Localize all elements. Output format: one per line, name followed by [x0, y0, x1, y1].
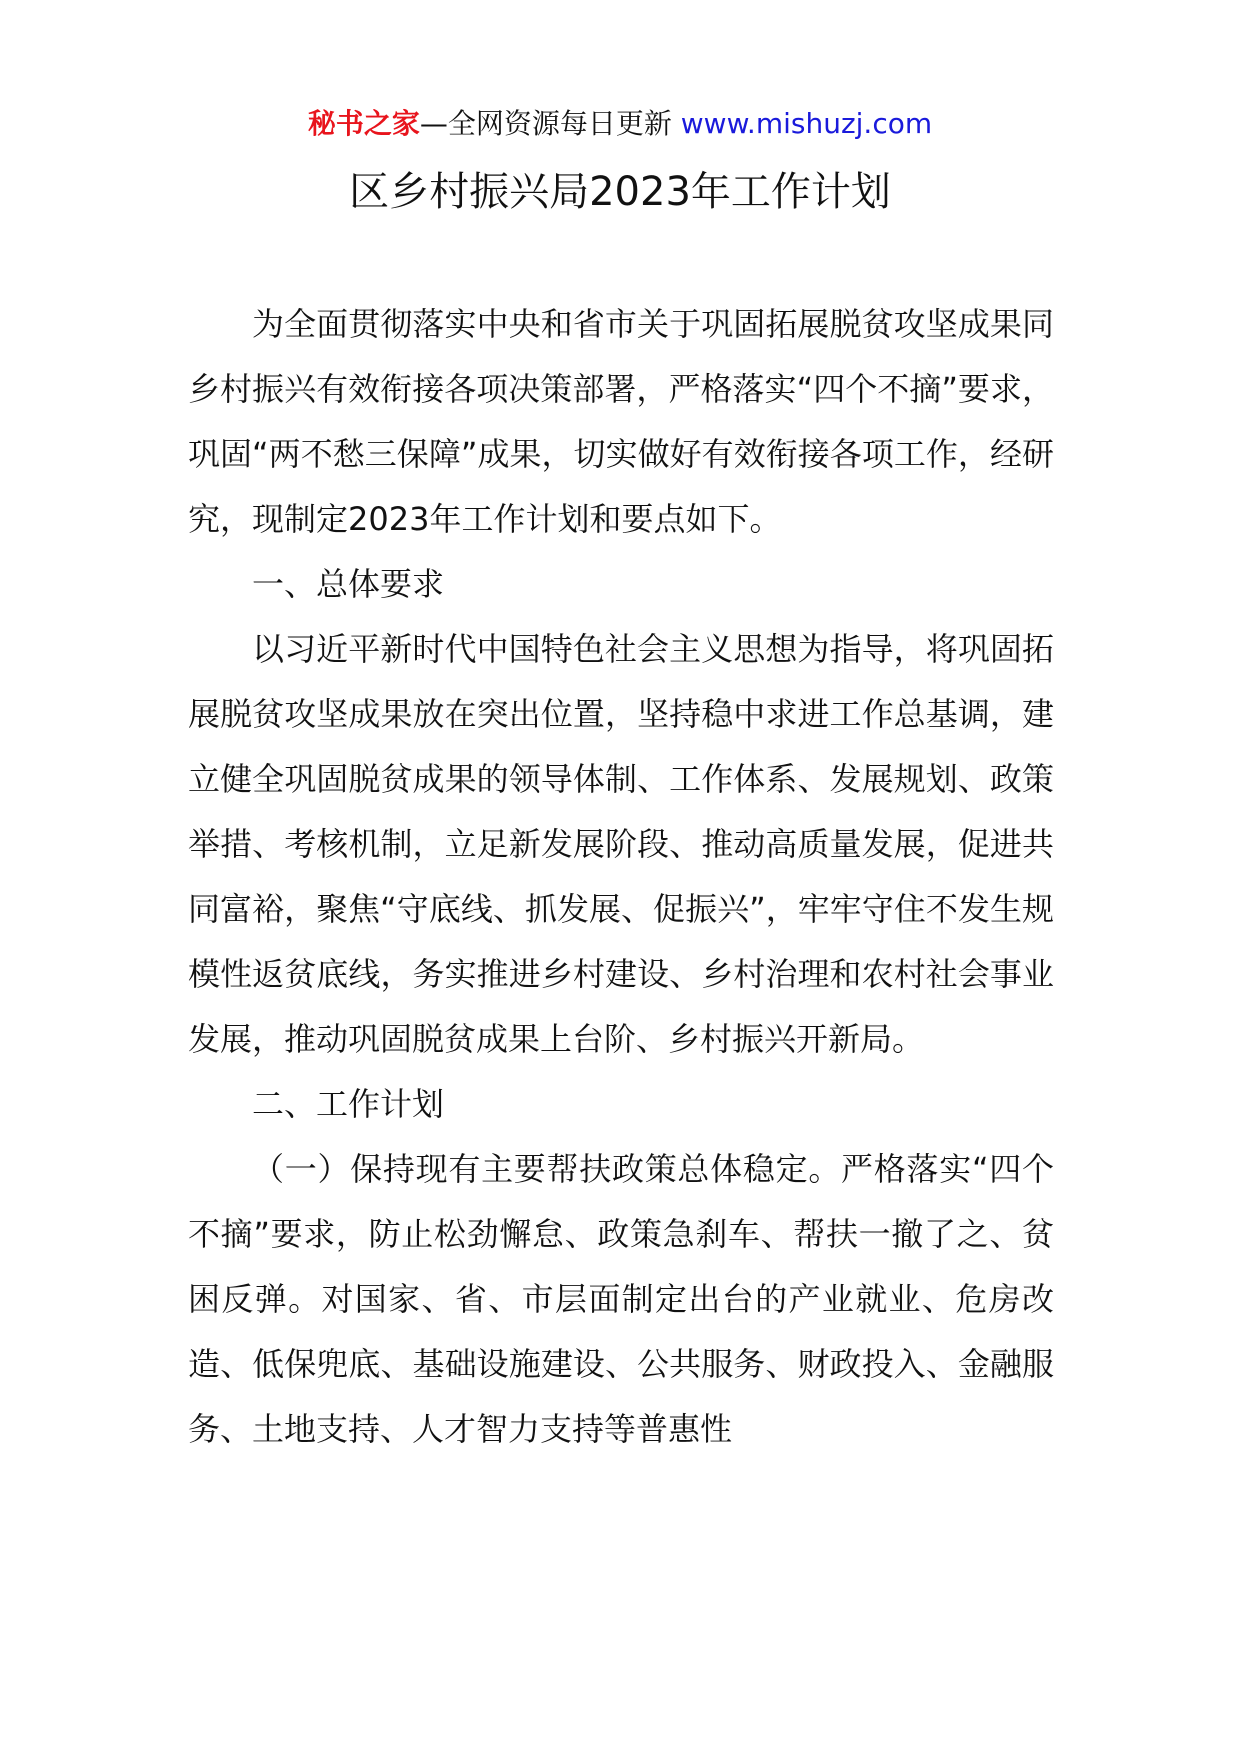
document-title: 区乡村振兴局2023年工作计划 [349, 169, 891, 215]
document-body [188, 292, 1054, 1462]
section-heading-work-plan: 二、工作计划 [252, 1085, 445, 1123]
site-url: www.mishuzj.com [680, 107, 933, 140]
intro-paragraph: 为全面贯彻落实中央和省市关于巩固拓展脱贫攻坚成果同乡村振兴有效衔接各项决策部署，严格落实“四个不摘”要求，巩固“两不愁三保障”成果，切实做好有效衔接各项工作，经研究，现制定2023年工作计划和要点如下。 [188, 305, 1054, 538]
watermark-header [0, 104, 1240, 144]
general-requirements-paragraph: 以习近平新时代中国特色社会主义思想为指导，将巩固拓展脱贫攻坚成果放在突出位置，坚持稳中求进工作总基调，建立健全巩固脱贫成果的领导体制、工作体系、发展规划、政策举措、考核机制，立足新发展阶段、推动高质量发展，促进共同富裕，聚焦“守底线、抓发展、促振兴”，牢牢守住不发生规模性返贫底线，务实推进乡村建设、乡村治理和农村社会事业发展，推动巩固脱贫成果上台阶、乡村振兴开新局。 [188, 630, 1054, 1058]
brand-slogan: —全网资源每日更新 [419, 107, 681, 140]
work-plan-item-1-paragraph: （一）保持现有主要帮扶政策总体稳定。严格落实“四个不摘”要求，防止松劲懈怠、政策急刹车、帮扶一撤了之、贫困反弹。对国家、省、市层面制定出台的产业就业、危房改造、低保兜底、基础设施建设、公共服务、财政投入、金融服务、土地支持、人才智力支持等普惠性 [188, 1150, 1054, 1448]
section-heading-general-requirements: 一、总体要求 [252, 565, 445, 603]
brand-name: 秘书之家 [307, 107, 420, 140]
